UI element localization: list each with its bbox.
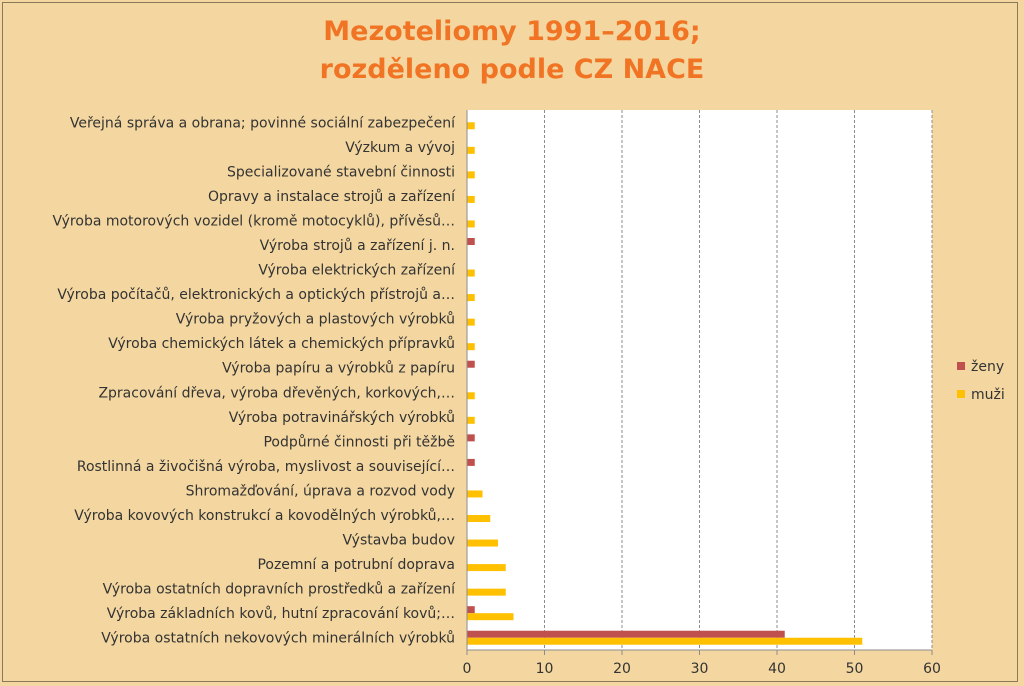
category-label-20: Výroba základních kovů, hutní zpracování kovů;…: [106, 606, 455, 623]
x-tick-label-30: 30: [690, 661, 709, 677]
x-tick-label-20: 20: [613, 661, 631, 677]
bar-muzi-1: [467, 147, 475, 154]
category-label-10: Výroba papíru a výrobků z papíru: [222, 360, 455, 377]
bar-zeny-21: [467, 631, 785, 638]
bar-muzi-2: [467, 171, 475, 178]
bar-muzi-20: [467, 613, 514, 620]
category-label-8: Výroba pryžových a plastových výrobků: [175, 311, 455, 328]
bar-muzi-16: [467, 515, 490, 522]
category-label-15: Shromažďování, úprava a rozvod vody: [185, 483, 455, 500]
bar-muzi-0: [467, 122, 475, 129]
legend-label-muzi: muži: [971, 387, 1005, 403]
bar-muzi-9: [467, 343, 475, 350]
x-tick-label-10: 10: [535, 661, 554, 677]
category-label-3: Opravy a instalace strojů a zařízení: [208, 188, 455, 205]
bar-zeny-10: [467, 361, 475, 368]
bar-muzi-4: [467, 220, 475, 227]
category-label-11: Zpracování dřeva, výroba dřevěných, korkových,…: [98, 385, 455, 402]
category-label-4: Výroba motorových vozidel (kromě motocyklů), přívěsů…: [52, 213, 455, 230]
category-label-7: Výroba počítačů, elektronických a optických přístrojů a…: [57, 287, 455, 304]
bar-muzi-3: [467, 196, 475, 203]
bar-muzi-15: [467, 490, 483, 497]
legend-swatch-muzi: [957, 390, 965, 398]
x-tick-label-40: 40: [768, 661, 786, 677]
bar-muzi-8: [467, 319, 475, 326]
bar-muzi-6: [467, 270, 475, 277]
bar-zeny-20: [467, 606, 475, 613]
category-label-1: Výzkum a vývoj: [345, 139, 455, 156]
category-label-9: Výroba chemických látek a chemických přípravků: [108, 336, 455, 353]
x-tick-label-0: 0: [462, 661, 472, 677]
bar-muzi-21: [467, 638, 862, 645]
bar-muzi-19: [467, 589, 506, 596]
bar-muzi-18: [467, 564, 506, 571]
category-label-16: Výroba kovových konstrukcí a kovodělných výrobků,…: [74, 508, 455, 524]
category-label-2: Specializované stavební činnosti: [227, 164, 455, 181]
bar-muzi-17: [467, 540, 498, 547]
category-label-6: Výroba elektrických zařízení: [258, 262, 455, 279]
bar-zeny-14: [467, 459, 475, 466]
legend-swatch-zeny: [957, 362, 965, 370]
category-label-0: Veřejná správa a obrana; povinné sociální zabezpečení: [69, 115, 455, 132]
chart-title-line-1: Mezoteliomy 1991–2016;: [323, 16, 701, 47]
category-label-21: Výroba ostatních nekovových minerálních výrobků: [101, 630, 455, 647]
legend-label-zeny: ženy: [971, 359, 1005, 375]
category-label-18: Pozemní a potrubní doprava: [257, 557, 455, 574]
bar-zeny-5: [467, 238, 475, 245]
category-label-13: Podpůrné činnosti při těžbě: [263, 434, 455, 451]
x-tick-label-50: 50: [845, 661, 864, 677]
bar-muzi-7: [467, 294, 475, 301]
chart-title-line-2: rozděleno podle CZ NACE: [319, 54, 705, 85]
x-tick-label-60: 60: [923, 661, 941, 677]
bar-muzi-12: [467, 417, 475, 424]
bar-muzi-11: [467, 392, 475, 399]
category-label-19: Výroba ostatních dopravních prostředků a zařízení: [102, 581, 455, 598]
category-label-12: Výroba potravinářských výrobků: [228, 409, 455, 426]
bar-zeny-13: [467, 434, 475, 441]
category-label-17: Výstavba budov: [342, 532, 455, 549]
category-label-5: Výroba strojů a zařízení j. n.: [259, 238, 455, 254]
category-label-14: Rostlinná a živočišná výroba, myslivost a související…: [76, 458, 455, 475]
